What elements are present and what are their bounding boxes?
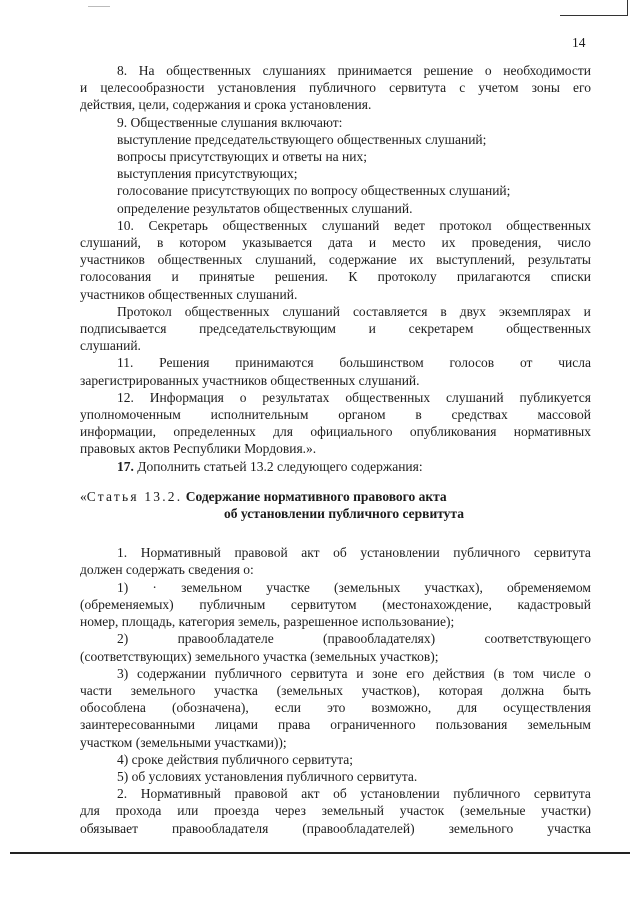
list-item-line: части земельного участка (земельных участков), которая должна быть	[80, 682, 591, 698]
paragraph-line	[80, 458, 591, 475]
paragraph-line: уполномоченным исполнительным органом в средствах массовой	[80, 407, 591, 423]
list-line: выступление председательствующего общественных слушаний;	[117, 131, 487, 147]
scan-artifact	[88, 6, 110, 7]
list-item-line: 4) сроке действия публичного сервитута;	[117, 751, 354, 767]
article-heading	[80, 488, 591, 505]
article-label: Статья 13.2.	[86, 488, 183, 504]
paragraph-line: слушаний.	[80, 338, 141, 354]
open-quote: «	[80, 488, 87, 504]
spacer	[80, 475, 591, 488]
corner-mark	[560, 15, 628, 16]
paragraph-line: действия, цели, содержания и срока установления.	[80, 97, 372, 113]
paragraph-line: должен содержать сведения о:	[80, 562, 254, 578]
paragraph-line: обязывает правообладателя (правообладателей) земельного участка	[80, 820, 591, 836]
article-title-continued: об установлении публичного сервитута	[224, 506, 464, 522]
list-item-line: 2) правообладателе (правообладателях) соответствующего	[117, 631, 591, 647]
list-item-line: 1) · земельном участке (земельных участках), обременяемом	[117, 579, 591, 595]
paragraph-line: зарегистрированных участников общественных слушаний.	[80, 372, 420, 388]
list-item-line: (обременяемых) публичным сервитутом (местонахождение, кадастровый	[80, 596, 591, 612]
paragraph-line: правовых актов Республики Мордовия.».	[80, 441, 317, 457]
spacer	[80, 535, 591, 544]
list-item-line: обособлена (обозначена), если это возможно, для осуществления	[80, 700, 591, 716]
list-line: вопросы присутствующих и ответы на них;	[117, 149, 367, 165]
document-body	[80, 62, 591, 837]
list-line: голосование присутствующих по вопросу общественных слушаний;	[117, 183, 511, 199]
corner-mark	[627, 0, 628, 16]
paragraph-line: для прохода или проезда через земельный участок (земельные участки)	[80, 803, 591, 819]
footer-rule	[10, 852, 630, 854]
paragraph-line: 10. Секретарь общественных слушаний ведет протокол общественных	[117, 217, 591, 233]
list-item-line: 3) содержании публичного сервитута и зоне его действия (в том числе о	[117, 665, 591, 681]
paragraph-line: 12. Информация о результатах общественных слушаний публикуется	[117, 389, 591, 405]
page-number: 14	[572, 35, 586, 50]
paragraph-line: Протокол общественных слушаний составляется в двух экземплярах и	[117, 303, 591, 319]
paragraph-line: голосования и принятые решения. К протоколу прилагаются списки	[80, 269, 591, 285]
paragraph-line: 1. Нормативный правовой акт об установлении публичного сервитута	[117, 545, 591, 561]
paragraph-line: 11. Решения принимаются большинством голосов от числа	[117, 355, 591, 371]
list-item-line: участком (земельными участками));	[80, 734, 287, 750]
paragraph-line: информации, определенных для официального опубликования нормативных	[80, 424, 591, 440]
list-item-line: (соответствующих) земельного участка (земельных участков);	[80, 648, 439, 664]
list-item-line: номер, площадь, категория земель, разрешенное использование);	[80, 614, 455, 630]
spacer	[80, 522, 591, 535]
paragraph-line: 9. Общественные слушания включают:	[117, 114, 343, 130]
paragraph-line: подписывается председательствующим и секретарем общественных	[80, 321, 591, 337]
list-item-line: заинтересованными лицами права ограниченного пользования земельным	[80, 717, 591, 733]
paragraph-line: 8. На общественных слушаниях принимается решение о необходимости	[117, 63, 591, 78]
paragraph-line: участников общественных слушаний.	[80, 286, 298, 302]
article-title: Содержание нормативного правового акта	[185, 488, 447, 504]
list-item-line: 5) об условиях установления публичного сервитута.	[117, 768, 418, 784]
paragraph-line: и целесообразности установления публичного сервитута с учетом зоны его	[80, 80, 591, 96]
list-line: выступления присутствующих;	[117, 166, 298, 182]
paragraph-line: слушаний, в котором указывается дата и место их проведения, число	[80, 235, 591, 251]
paragraph-line: участников общественных слушаний, содержание их выступлений, результаты	[80, 252, 591, 268]
paragraph-line: 2. Нормативный правовой акт об установлении публичного сервитута	[117, 786, 591, 802]
paragraph-text: Дополнить статьей 13.2 следующего содержания:	[137, 458, 423, 474]
item-number: 17.	[117, 458, 134, 474]
list-line: определение результатов общественных слушаний.	[117, 200, 413, 216]
